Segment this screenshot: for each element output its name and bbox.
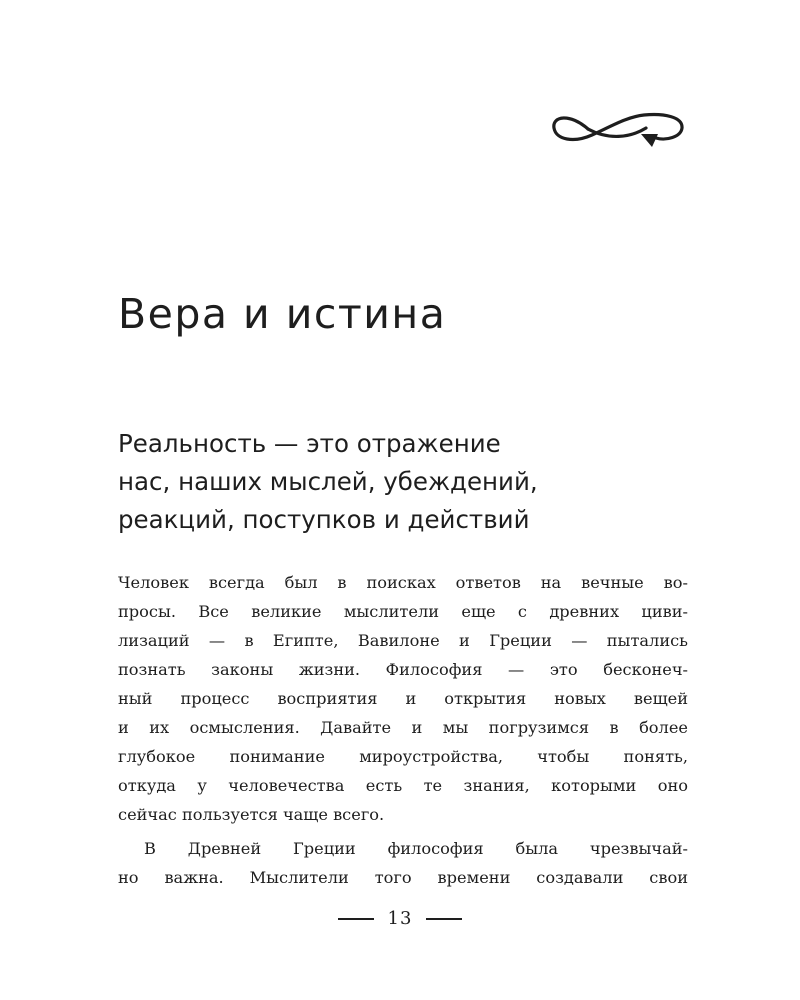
subtitle-line: нас, наших мыслей, убеждений, bbox=[118, 467, 538, 496]
text-line: откуда у человечества есть те знания, которыми оно bbox=[118, 776, 688, 795]
text-line: сейчас пользуется чаще всего. bbox=[118, 805, 385, 824]
subtitle-line: реакций, поступков и действий bbox=[118, 505, 530, 534]
infinity-arrow-icon bbox=[548, 104, 688, 154]
subtitle-line: Реальность — это отражение bbox=[118, 429, 501, 458]
text-line: познать законы жизни. Философия — это бесконеч- bbox=[118, 660, 688, 679]
page-footer bbox=[0, 908, 800, 929]
text-line: и их осмысления. Давайте и мы погрузимся в более bbox=[118, 718, 688, 737]
text-line: ный процесс восприятия и открытия новых вещей bbox=[118, 689, 688, 708]
text-line: В Древней Греции философия была чрезвычай- bbox=[144, 839, 688, 858]
footer-rule-left bbox=[338, 918, 374, 920]
text-line: глубокое понимание мироустройства, чтобы понять, bbox=[118, 747, 688, 766]
text-line: Человек всегда был в поисках ответов на вечные во- bbox=[118, 573, 688, 592]
paragraph bbox=[118, 568, 688, 829]
footer-rule-right bbox=[426, 918, 462, 920]
chapter-title: Вера и истина bbox=[118, 290, 447, 338]
text-line: просы. Все великие мыслители еще с древних циви- bbox=[118, 602, 688, 621]
text-line: лизаций — в Египте, Вавилоне и Греции — пытались bbox=[118, 631, 688, 650]
page-number: 13 bbox=[387, 908, 413, 929]
paragraph bbox=[118, 834, 688, 892]
chapter-subtitle bbox=[118, 425, 678, 539]
text-line: но важна. Мыслители того времени создавали свои bbox=[118, 868, 688, 887]
body-text bbox=[118, 568, 688, 892]
